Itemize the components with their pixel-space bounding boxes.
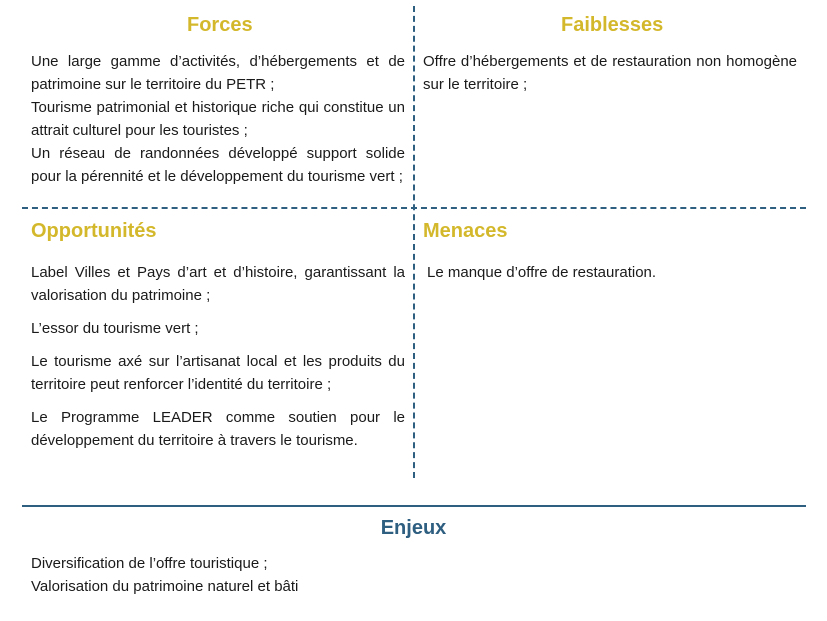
opportunites-item: Le Programme LEADER comme soutien pour le développement du territoire à travers le tourisme. (31, 409, 405, 449)
opportunites-list (31, 261, 405, 452)
opportunites-title: Opportunités (31, 220, 157, 242)
enjeux-separator (22, 505, 806, 507)
enjeux-item: Diversification de l’offre touristique ; (31, 555, 268, 572)
forces-item: Un réseau de randonnées développé support solide pour la pérennité et le développement du tourisme vert ; (31, 145, 405, 185)
faiblesses-title: Faiblesses (561, 14, 664, 36)
horizontal-divider (22, 207, 806, 209)
opportunites-item: Le tourisme axé sur l’artisanat local et les produits du territoire peut renforcer l’identité du territoire ; (31, 353, 405, 393)
faiblesses-item: Offre d’hébergements et de restauration non homogène sur le territoire ; (423, 53, 797, 93)
forces-title: Forces (187, 14, 253, 36)
faiblesses-list (423, 50, 797, 96)
enjeux-item: Valorisation du patrimoine naturel et bâti (31, 578, 299, 595)
forces-item: Tourisme patrimonial et historique riche qui constitue un attrait culturel pour les touristes ; (31, 99, 405, 139)
opportunites-item: Label Villes et Pays d’art et d’histoire, garantissant la valorisation du patrimoine ; (31, 264, 405, 304)
vertical-divider (413, 6, 415, 478)
forces-list (31, 50, 405, 188)
forces-item: Une large gamme d’activités, d’hébergements et de patrimoine sur le territoire du PETR ; (31, 53, 405, 93)
enjeux-title: Enjeux (380, 517, 447, 539)
menaces-item: Le manque d’offre de restauration. (427, 264, 657, 281)
menaces-list (427, 261, 797, 284)
opportunites-item: L’essor du tourisme vert ; (31, 320, 199, 337)
enjeux-list (31, 552, 731, 598)
menaces-title: Menaces (423, 220, 508, 242)
